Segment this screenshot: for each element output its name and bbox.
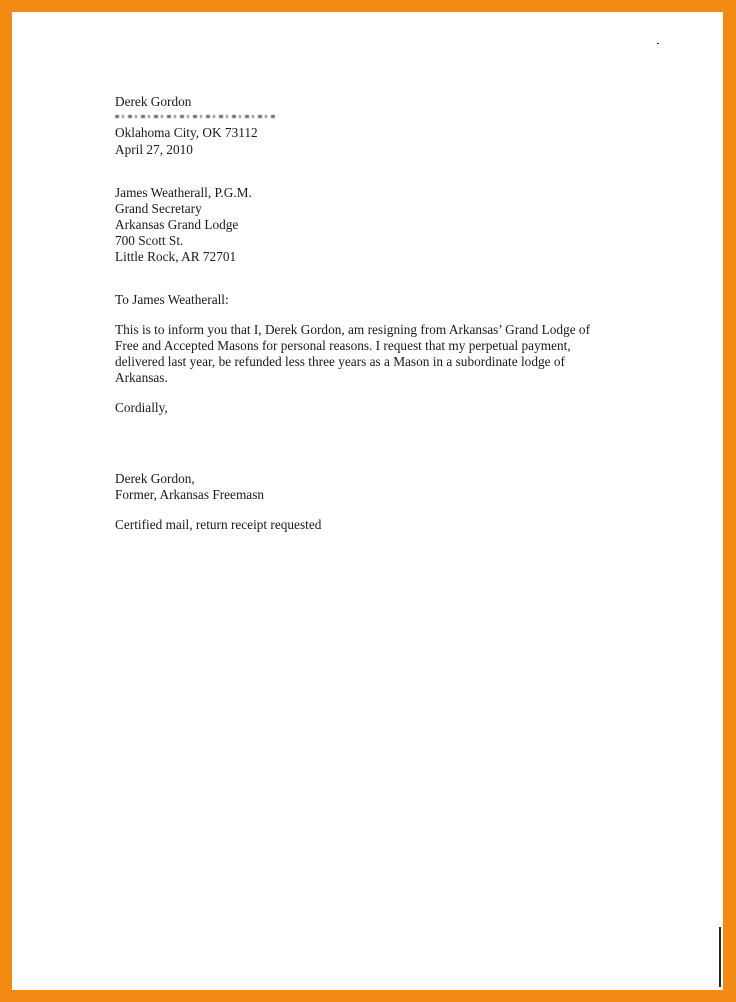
- signature-name: Derek Gordon,: [115, 471, 195, 486]
- body-paragraph: [115, 322, 630, 386]
- body-line: delivered last year, be refunded less three years as a Mason in a subordinate lodge of: [115, 354, 565, 369]
- sender-city-line: Oklahoma City, OK 73112: [115, 125, 258, 140]
- mailing-note: Certified mail, return receipt requested: [115, 517, 322, 532]
- recipient-name: James Weatherall, P.G.M.: [115, 185, 252, 200]
- closing: Cordially,: [115, 400, 168, 415]
- letter-page: [12, 12, 723, 990]
- recipient-city-line: Little Rock, AR 72701: [115, 249, 237, 264]
- letter-date: April 27, 2010: [115, 142, 193, 157]
- recipient-title: Grand Secretary: [115, 201, 202, 216]
- body-line: Free and Accepted Masons for personal reasons. I request that my perpetual payment,: [115, 338, 571, 353]
- page-speck: [657, 43, 659, 44]
- page-edge-mark: [719, 927, 721, 987]
- body-line: Arkansas.: [115, 370, 168, 385]
- redaction-mark: [115, 112, 275, 122]
- signature-title: Former, Arkansas Freemasn: [115, 487, 265, 502]
- sender-name: Derek Gordon: [115, 94, 192, 109]
- salutation: To James Weatherall:: [115, 292, 229, 307]
- recipient-street: 700 Scott St.: [115, 233, 184, 248]
- body-line: This is to inform you that I, Derek Gordon, am resigning from Arkansas’ Grand Lodge of: [115, 322, 591, 337]
- sender-street-redacted: [115, 108, 275, 124]
- recipient-organization: Arkansas Grand Lodge: [115, 217, 239, 232]
